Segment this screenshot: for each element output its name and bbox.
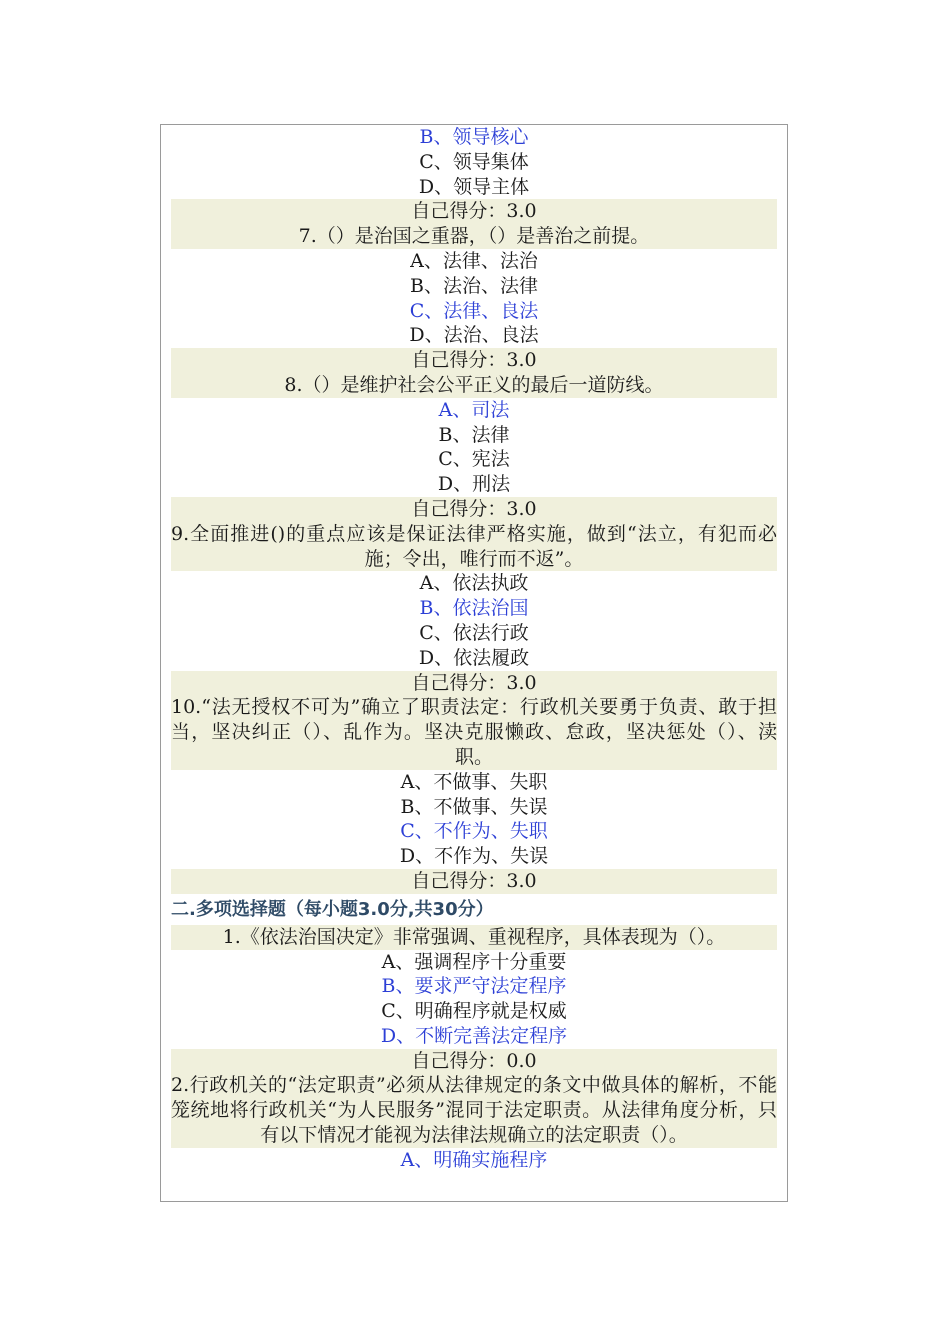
correct-option: B、要求严守法定程序: [381, 975, 567, 998]
answer-option: A、强调程序十分重要: [381, 950, 567, 973]
question-text: 1.《依法治国决定》非常强调、重视程序，具体表现为（）。: [171, 925, 777, 950]
question-text: 8.（）是维护社会公平正义的最后一道防线。: [171, 373, 777, 398]
answer-option: D、不作为、失误: [399, 845, 549, 868]
answer-option: D、领导主体: [418, 175, 530, 198]
score-row: 自己得分：3.0: [171, 348, 777, 373]
quiz-content: [171, 125, 777, 1173]
score-row: 自己得分：0.0: [171, 1049, 777, 1074]
question-text: 7.（）是治国之重器，（）是善治之前提。: [171, 224, 777, 249]
answer-option: C、明确程序就是权威: [381, 1000, 567, 1023]
answer-option: B、法律: [438, 423, 510, 446]
correct-option: A、明确实施程序: [400, 1148, 548, 1171]
score-row: 自己得分：3.0: [171, 671, 777, 696]
answer-option: B、不做事、失误: [400, 795, 548, 818]
question-text: 10.“法无授权不可为”确立了职责法定：行政机关要勇于负责、敢于担当，坚决纠正（）、乱作为。坚决克服懒政、怠政，坚决惩处（）、渎职。: [171, 696, 777, 768]
answer-option: C、依法行政: [419, 621, 529, 644]
question-text: 9.全面推进()的重点应该是保证法律严格实施，做到“法立，有犯而必施；令出，唯行而不返”。: [171, 522, 777, 570]
answer-option: B、法治、法律: [410, 274, 538, 297]
score-row: 自己得分：3.0: [171, 497, 777, 522]
correct-option: D、不断完善法定程序: [380, 1024, 568, 1047]
answer-option: A、法律、法治: [410, 249, 538, 272]
correct-option: C、不作为、失职: [400, 820, 548, 843]
correct-option: C、法律、良法: [409, 299, 539, 322]
answer-option: C、领导集体: [419, 150, 529, 173]
answer-option: A、依法执政: [419, 572, 529, 595]
answer-option: D、刑法: [437, 473, 511, 496]
correct-option: A、司法: [438, 398, 510, 421]
question-text: 2.行政机关的“法定职责”必须从法律规定的条文中做具体的解析，不能笼统地将行政机关“为人民服务”混同于法定职责。从法律角度分析，只有以下情况才能视为法律法规确立的法定职责（）。: [171, 1074, 777, 1147]
quiz-frame: [160, 124, 788, 1202]
correct-option: B、依法治国: [419, 597, 529, 620]
score-row: 自己得分：3.0: [171, 199, 777, 224]
score-row: 自己得分：3.0: [171, 869, 777, 894]
answer-option: A、不做事、失职: [400, 770, 548, 793]
answer-option: C、宪法: [438, 448, 510, 471]
answer-option: D、法治、良法: [409, 324, 539, 347]
section-heading: 二.多项选择题（每小题3.0分,共30分）: [171, 898, 494, 920]
answer-option: D、依法履政: [418, 646, 530, 669]
correct-option: B、领导核心: [419, 126, 529, 148]
